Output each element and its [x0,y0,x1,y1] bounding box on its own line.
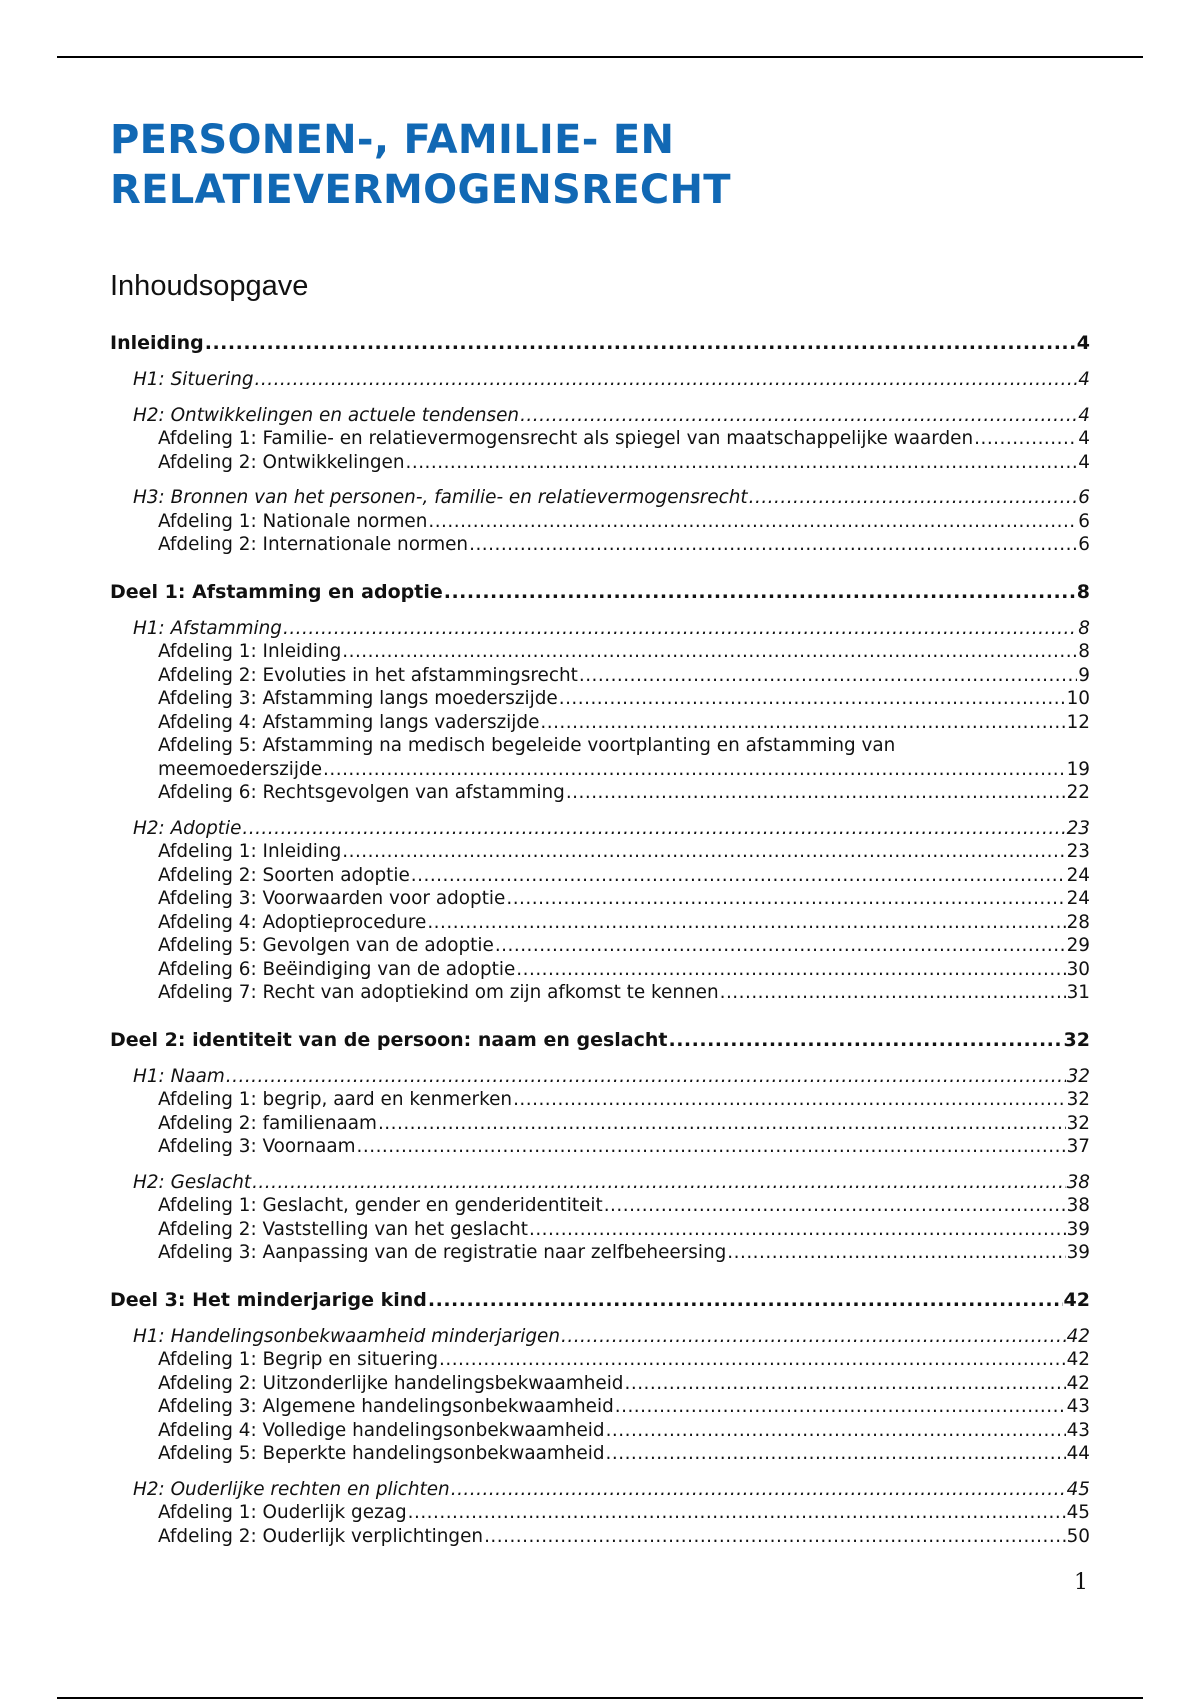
toc-section-entry[interactable] [110,864,1090,888]
toc-entry-page: 42 [1063,1288,1090,1311]
toc-part-entry[interactable] [110,1027,1090,1053]
toc-chapter-entry[interactable] [110,1478,1090,1502]
toc-section-entry[interactable] [110,510,1090,534]
toc-entry-label: Afdeling 1: Inleiding [158,841,342,862]
toc-entry-label: Deel 3: Het minderjarige kind [110,1288,427,1311]
toc-section-entry[interactable] [110,781,1090,805]
toc-entry-label: Afdeling 1: Ouderlijk gezag [158,1502,407,1523]
toc-entry-page: 4 [1076,332,1090,354]
toc-entry-continuation [158,758,1090,782]
toc-chapter [110,1065,1090,1159]
toc-chapter-entry[interactable] [110,404,1090,428]
toc-entry-label: H3: Bronnen van het personen-, familie- en relatievermogensrecht [133,487,748,508]
toc-entry-page: 45 [1066,1478,1090,1500]
toc-entry-label: Afdeling 1: Familie- en relatievermogensrecht als spiegel van maatschappelijke waarden [158,428,974,449]
toc-entry-label: Afdeling 1: Inleiding [158,641,342,662]
toc-entry-label: Afdeling 2: Ontwikkelingen [158,451,405,473]
toc-section-entry[interactable] [110,981,1090,1005]
toc-entry-page: 43 [1066,1396,1090,1417]
toc-section-entry[interactable] [110,640,1090,664]
toc-entry-page: 39 [1066,1218,1090,1240]
toc-entry-page: 4 [1078,428,1090,449]
toc-entry-page: 32 [1063,1028,1090,1051]
toc-entry-page: 30 [1066,958,1090,980]
toc-entry-label: Afdeling 2: Soorten adoptie [158,864,410,886]
toc-entry-page: 44 [1066,1443,1090,1464]
toc-entry-page: 9 [1078,664,1090,686]
toc-entry-label: Afdeling 3: Voorwaarden voor adoptie [158,888,506,909]
dot-leader [561,1325,1066,1349]
toc-part [110,1287,1090,1549]
toc-section-entry[interactable] [110,911,1090,935]
dot-leader [720,981,1066,1005]
toc-chapter [110,404,1090,475]
toc-entry-label: Afdeling 1: begrip, aard en kenmerken [158,1089,513,1110]
dot-leader [495,934,1066,958]
toc-entry-label: Afdeling 3: Aanpassing van de registratie naar zelfbeheersing [158,1242,727,1263]
toc-entry-label: Afdeling 2: Internationale normen [158,534,469,555]
dot-leader [428,510,1077,534]
dot-leader [469,533,1077,557]
dot-leader [205,330,1076,356]
toc-part [110,579,1090,1005]
toc-entry-label: H1: Situering [133,369,254,390]
toc-heading: Inhoudsopgave [110,270,309,302]
dot-leader [604,1194,1066,1218]
toc-entry-page: 29 [1066,935,1090,956]
toc-entry-label: Afdeling 6: Beëindiging van de adoptie [158,958,516,980]
toc-section-entry[interactable] [110,1419,1090,1443]
toc-part [110,1027,1090,1265]
toc-entry-page: 8 [1078,641,1090,662]
dot-leader [427,911,1065,935]
toc-entry-page: 8 [1076,580,1090,603]
toc-entry-label: H2: Ouderlijke rechten en plichten [133,1478,450,1500]
toc-entry-label: Afdeling 2: Vaststelling van het geslacht [158,1218,528,1240]
dot-leader [559,687,1066,711]
toc-entry-label: Afdeling 7: Recht van adoptiekind om zijn afkomst te kennen [158,982,719,1003]
dot-leader [506,887,1065,911]
toc-section-entry[interactable] [110,1218,1090,1242]
dot-leader [484,1525,1066,1549]
toc-section-entry[interactable] [110,451,1090,475]
toc-chapter-entry[interactable] [110,617,1090,641]
toc-entry-page: 43 [1066,1419,1090,1441]
toc-entry-page: 39 [1066,1242,1090,1263]
dot-leader [411,864,1066,888]
toc-entry-page: 6 [1078,487,1090,508]
toc-entry-page: 42 [1066,1325,1090,1347]
toc-part-entry[interactable] [110,330,1090,356]
toc-entry-page: 4 [1078,451,1090,473]
toc-section-entry[interactable] [110,1348,1090,1372]
toc-entry-page: 38 [1066,1195,1090,1216]
toc-entry-page: 19 [1066,758,1090,780]
toc-entry-page: 4 [1078,369,1090,390]
dot-leader [408,1501,1066,1525]
toc-section-entry[interactable] [110,1501,1090,1525]
toc-section-entry[interactable] [110,840,1090,864]
toc-part [110,330,1090,557]
toc-entry-label: H1: Afstamming [133,617,282,639]
dot-leader [615,1395,1066,1419]
dot-leader [974,427,1077,451]
toc-entry-label: Afdeling 3: Voornaam [158,1136,356,1157]
toc-section-entry[interactable] [110,958,1090,982]
dot-leader [342,840,1065,864]
dot-leader [444,579,1076,605]
toc-chapter-entry[interactable] [110,1171,1090,1195]
dot-leader [406,451,1078,475]
dot-leader [357,1135,1066,1159]
toc-entry-page: 12 [1066,711,1090,733]
toc-section-entry[interactable] [110,1372,1090,1396]
footer-rule [57,1697,1143,1699]
toc-entry-page: 50 [1066,1525,1090,1547]
toc-chapter [110,1325,1090,1466]
toc-section-entry[interactable] [110,887,1090,911]
toc-entry-label: Afdeling 3: Afstamming langs moederszijde [158,688,558,709]
dot-leader [579,664,1077,688]
toc-section-entry[interactable] [110,687,1090,711]
toc-entry-page: 24 [1066,888,1090,909]
toc-chapter [110,368,1090,392]
dot-leader [606,1419,1066,1443]
toc-entry-label: Deel 1: Afstamming en adoptie [110,580,443,603]
dot-leader [255,368,1078,392]
toc-entry-label: Afdeling 5: Beperkte handelingsonbekwaamheid [158,1443,605,1464]
toc-section-entry[interactable] [110,664,1090,688]
toc-entry-page: 6 [1078,510,1090,532]
toc-chapter [110,1478,1090,1549]
toc-entry-label: Afdeling 1: Begrip en situering [158,1349,439,1370]
toc-entry-page: 23 [1066,817,1090,839]
toc-section-entry[interactable] [110,1135,1090,1159]
toc-entry-page: 31 [1066,982,1090,1003]
dot-leader [520,404,1077,428]
toc-section-entry[interactable] [110,1395,1090,1419]
toc-chapter-entry[interactable] [110,486,1090,510]
toc-entry-page: 37 [1066,1136,1090,1157]
dot-leader [342,640,1077,664]
toc-section-entry[interactable] [110,427,1090,451]
toc-entry-label: H2: Geslacht [133,1171,252,1193]
toc-entry-label: H1: Handelingsonbekwaamheid minderjarigen [133,1325,561,1347]
header-rule [57,56,1143,58]
dot-leader [378,1112,1066,1136]
toc-entry-label: Afdeling 4: Adoptieprocedure [158,911,427,933]
toc-section-entry[interactable] [110,934,1090,958]
toc-entry-page: 24 [1066,864,1090,886]
dot-leader [668,1027,1062,1053]
toc-entry-label: Afdeling 1: Geslacht, gender en genderidentiteit [158,1195,603,1216]
toc-entry-label: Afdeling 6: Rechtsgevolgen van afstamming [158,782,565,803]
toc-section-entry[interactable] [110,1088,1090,1112]
toc-entry-label: meemoederszijde [158,758,323,780]
dot-leader [226,1065,1066,1089]
toc-entry-page: 32 [1066,1089,1090,1110]
toc-entry-page: 32 [1066,1112,1090,1134]
table-of-contents [110,330,1090,1548]
dot-leader [529,1218,1066,1242]
dot-leader [513,1088,1066,1112]
toc-part-entry[interactable] [110,579,1090,605]
toc-entry-label: Afdeling 4: Volledige handelingsonbekwaamheid [158,1419,605,1441]
toc-entry-page: 23 [1066,841,1090,862]
dot-leader [428,1287,1063,1313]
toc-chapter-entry[interactable] [110,1065,1090,1089]
toc-entry-page: 22 [1066,782,1090,803]
title-line-1: PERSONEN-, FAMILIE- EN [110,117,675,163]
toc-entry-label: Afdeling 1: Nationale normen [158,510,428,532]
toc-entry-label: Inleiding [110,332,204,354]
dot-leader [540,711,1065,735]
dot-leader [606,1442,1066,1466]
toc-entry-page: 6 [1078,534,1090,555]
toc-chapter [110,1171,1090,1265]
toc-entry-label: Afdeling 5: Afstamming na medisch begeleide voortplanting en afstamming van [158,735,896,756]
toc-chapter [110,617,1090,805]
toc-entry-label: H1: Naam [133,1065,225,1087]
toc-entry-page: 4 [1078,404,1090,426]
toc-part-entry[interactable] [110,1287,1090,1313]
toc-entry-label: Afdeling 5: Gevolgen van de adoptie [158,935,494,956]
toc-chapter-entry[interactable] [110,368,1090,392]
dot-leader [625,1372,1066,1396]
toc-entry-page: 45 [1066,1502,1090,1523]
toc-section-entry[interactable] [110,711,1090,735]
toc-chapter-entry[interactable] [110,1325,1090,1349]
toc-chapter [110,486,1090,557]
toc-section-entry[interactable] [110,533,1090,557]
toc-entry-page: 8 [1078,617,1090,639]
dot-leader [439,1348,1066,1372]
dot-leader [451,1478,1066,1502]
toc-entry-label: Afdeling 2: Uitzonderlijke handelingsbekwaamheid [158,1372,624,1394]
toc-chapter-entry[interactable] [110,817,1090,841]
toc-entry-label: Afdeling 4: Afstamming langs vaderszijde [158,711,540,733]
toc-section-entry[interactable] [110,1442,1090,1466]
toc-section-entry[interactable] [110,1525,1090,1549]
toc-section-entry[interactable] [110,734,1090,781]
toc-section-entry[interactable] [110,1241,1090,1265]
toc-entry-page: 42 [1066,1349,1090,1370]
toc-entry-label: Afdeling 2: familienaam [158,1112,377,1134]
toc-entry-page: 38 [1066,1171,1090,1193]
toc-section-entry[interactable] [110,1112,1090,1136]
page-number: 1 [1074,1570,1088,1595]
toc-entry-page: 28 [1066,911,1090,933]
dot-leader [283,617,1077,641]
toc-entry-label: Afdeling 2: Evoluties in het afstammingsrecht [158,664,578,686]
toc-entry-label: Afdeling 2: Ouderlijk verplichtingen [158,1525,484,1547]
toc-entry-label: Deel 2: identiteit van de persoon: naam en geslacht [110,1028,668,1051]
dot-leader [323,758,1066,782]
toc-entry-label: H2: Ontwikkelingen en actuele tendensen [133,404,520,426]
dot-leader [252,1171,1066,1195]
toc-entry-page: 32 [1066,1065,1090,1087]
dot-leader [749,486,1078,510]
toc-entry-page: 10 [1066,688,1090,709]
title-line-2: RELATIEVERMOGENSRECHT [110,167,731,213]
toc-chapter [110,817,1090,1005]
toc-section-entry[interactable] [110,1194,1090,1218]
dot-leader [242,817,1065,841]
toc-entry-label: Afdeling 3: Algemene handelingsonbekwaamheid [158,1396,614,1417]
dot-leader [566,781,1066,805]
dot-leader [516,958,1065,982]
toc-entry-page: 42 [1066,1372,1090,1394]
toc-entry-label: H2: Adoptie [133,817,242,839]
document-title [110,115,731,215]
dot-leader [727,1241,1065,1265]
